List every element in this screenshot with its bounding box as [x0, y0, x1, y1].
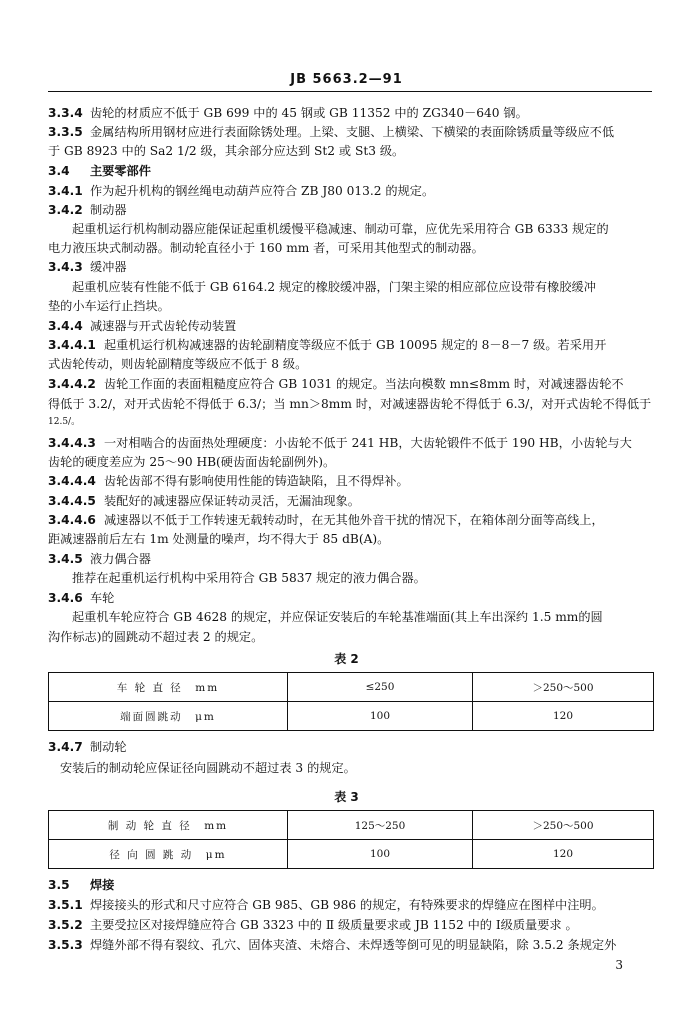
clause-line: 3.4.4.6 减速器以不低于工作转速无载转动时，在无其他外音干扰的情况下，在箱体剖分面等高线上， [48, 513, 604, 527]
paragraph-line: 齿轮的硬度差应为 25～90 HB(硬齿面齿轮副例外)。 [48, 455, 336, 469]
clause-line: 3.4.4.4 齿轮齿部不得有影响使用性能的铸造缺陷，且不得焊补。 [48, 474, 409, 488]
clause-line: 3.5.3 焊缝外部不得有裂纹、孔穴、固体夹渣、未熔合、未焊透等倒可见的明显缺陷，除 3.5.2 条规定外 [48, 938, 617, 952]
table-3 [48, 810, 654, 869]
table-header-cell: 径 向 圆 跳 动 μm [49, 840, 288, 869]
table-caption: 表 2 [334, 652, 359, 666]
table-header-cell: 车 轮 直 径 mm [49, 673, 288, 702]
clause-heading: 3.4.7 制动轮 [48, 740, 127, 754]
clause-line: 3.4.4.3 一对相啮合的齿面热处理硬度：小齿轮不低于 241 HB，大齿轮锻件不低于 190 HB，小齿轮与大 [48, 436, 632, 450]
clause-line: 3.4.4.1 起重机运行机构减速器的齿轮副精度等级应不低于 GB 10095 规定的 8－8－7 级。若采用开 [48, 338, 607, 352]
clause-line: 3.4.4.5 装配好的减速器应保证转动灵活，无漏油现象。 [48, 494, 360, 508]
paragraph-line: 沟作标志)的圆跳动不超过表 2 的规定。 [48, 630, 264, 644]
table-header-cell: 端面圆跳动 μm [49, 702, 288, 731]
clause-heading: 3.4.6 车轮 [48, 591, 115, 605]
table-row [49, 840, 654, 869]
table-header-cell: 制 动 轮 直 径 mm [49, 811, 288, 840]
paragraph-line: 距减速器前后左右 1m 处测量的噪声，均不得大于 85 dB(A)。 [48, 532, 390, 546]
table-cell: 125～250 [288, 811, 473, 840]
paragraph-line: 12.5/。 [48, 417, 81, 427]
clause-line: 3.5.1 焊接接头的形式和尺寸应符合 GB 985、GB 986 的规定，有特殊要求的焊缝应在图样中注明。 [48, 898, 604, 912]
paragraph-line: 安装后的制动轮应保证径向圆跳动不超过表 3 的规定。 [60, 761, 356, 775]
clause-line: 于 GB 8923 中的 Sa2 1/2 级，其余部分应达到 St2 或 St3 级。 [48, 144, 405, 158]
page-number: 3 [615, 958, 623, 972]
table-cell: ＞250～500 [473, 811, 654, 840]
clause-line: 3.3.5 金属结构所用钢材应进行表面除锈处理。上梁、支腿、上横梁、下横梁的表面除锈质量等级应不低 [48, 125, 615, 139]
table-cell: ≤250 [288, 673, 473, 702]
paragraph-line: 垫的小车运行止挡块。 [48, 299, 170, 313]
table-cell: 120 [473, 702, 654, 731]
section-heading: 3.4 主要零部件 [48, 164, 151, 178]
paragraph-line: 式齿轮传动，则齿轮副精度等级应不低于 8 级。 [48, 357, 308, 371]
table-row [49, 702, 654, 731]
section-heading: 3.5 焊接 [48, 878, 115, 892]
clause-heading: 3.4.2 制动器 [48, 203, 127, 217]
clause-line: 3.4.1 作为起升机构的钢丝绳电动葫芦应符合 ZB J80 013.2 的规定。 [48, 184, 435, 198]
paragraph-line: 起重机车轮应符合 GB 4628 的规定，并应保证安装后的车轮基准端面(其上车出深约 1.5 mm的圆 [72, 610, 603, 624]
table-cell: 120 [473, 840, 654, 869]
header-rule [48, 91, 652, 92]
standard-header: JB 5663.2—91 [290, 72, 403, 87]
clause-line: 3.3.4 齿轮的材质应不低于 GB 699 中的 45 钢或 GB 11352 中的 ZG340－640 钢。 [48, 106, 528, 120]
table-cell: 100 [288, 702, 473, 731]
paragraph-line: 电力液压块式制动器。制动轮直径小于 160 mm 者，可采用其他型式的制动器。 [48, 241, 484, 255]
clause-heading: 3.4.5 液力偶合器 [48, 552, 151, 566]
table-row [49, 673, 654, 702]
table-cell: 100 [288, 840, 473, 869]
paragraph-line: 起重机应装有性能不低于 GB 6164.2 规定的橡胶缓冲器，门架主梁的相应部位应设带有橡胶缓冲 [72, 280, 596, 294]
clause-line: 3.5.2 主要受拉区对接焊缝应符合 GB 3323 中的 Ⅱ 级质量要求或 JB 1152 中的 Ⅰ级质量要求 。 [48, 918, 578, 932]
paragraph-line: 得低于 3.2/，对开式齿轮不得低于 6.3/；当 mn＞8mm 时，对减速器齿轮不得低于 6.3/，对开式齿轮不得低于 [48, 397, 652, 411]
clause-heading: 3.4.4 减速器与开式齿轮传动装置 [48, 319, 237, 333]
clause-line: 3.4.4.2 齿轮工作面的表面粗糙度应符合 GB 1031 的规定。当法向模数 mn≤8mm 时，对减速器齿轮不 [48, 377, 624, 391]
table-row [49, 811, 654, 840]
clause-heading: 3.4.3 缓冲器 [48, 260, 127, 274]
table-2 [48, 672, 654, 731]
table-caption: 表 3 [334, 790, 359, 804]
paragraph-line: 起重机运行机构制动器应能保证起重机缓慢平稳减速、制动可靠，应优先采用符合 GB 6333 规定的 [72, 222, 609, 236]
paragraph-line: 推荐在起重机运行机构中采用符合 GB 5837 规定的液力偶合器。 [72, 571, 426, 585]
table-cell: ＞250～500 [473, 673, 654, 702]
